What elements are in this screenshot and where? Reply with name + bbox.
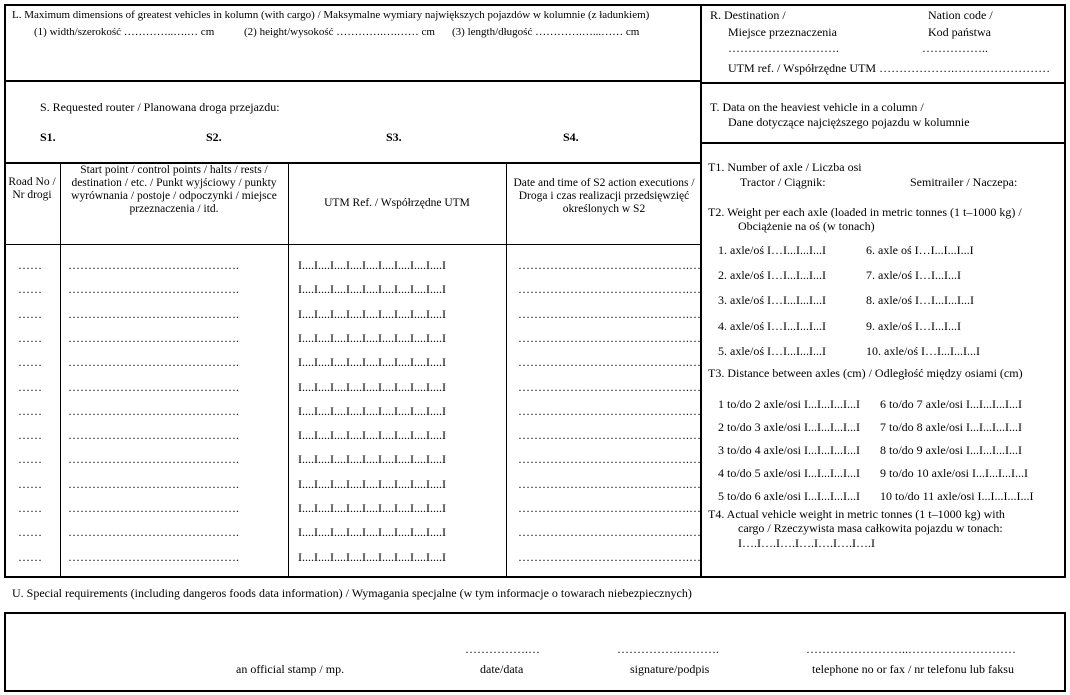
axle-distance-field[interactable]: 4 to/do 5 axle/osi I...I...I...I...I (718, 466, 860, 480)
utm-coord-field[interactable]: I....I....I....I....I....I....I....I....I....I (298, 501, 446, 515)
route-point-field[interactable]: ……………………………………. (68, 379, 239, 394)
route-point-field[interactable]: ……………………………………. (68, 330, 239, 345)
utm-coord-field[interactable]: I....I....I....I....I....I....I....I....I....I (298, 306, 446, 321)
route-point-field[interactable]: ……………………………………. (68, 355, 239, 370)
header-utm: UTM Ref. / Współrzędne UTM (324, 197, 470, 209)
date-time-field[interactable]: …………………………………….… (518, 306, 701, 321)
nation-code-label-pl: Kod państwa (928, 25, 991, 39)
date-time-field[interactable]: …………………………………….… (518, 403, 701, 418)
route-point-field[interactable]: ……………………………………. (68, 525, 239, 540)
t3-label: T3. Distance between axles (cm) / Odległość między osiami (cm) (708, 366, 1023, 380)
destination-label-pl: Miejsce przeznaczenia (728, 25, 837, 39)
axle-distance-field[interactable]: 10 to/do 11 axle/osi I...I...I...I...I (880, 489, 1034, 503)
tractor-field[interactable]: Tractor / Ciągnik: (740, 175, 826, 189)
utm-coord-field[interactable]: I....I....I....I....I....I....I....I....I....I (298, 282, 446, 297)
s3-code: S3. (386, 130, 402, 144)
road-no-field[interactable]: …… (18, 501, 42, 515)
date-time-field[interactable]: …………………………………….… (518, 549, 701, 564)
utm-coord-field[interactable]: I....I....I....I....I....I....I....I....I....I (298, 476, 446, 491)
road-no-field[interactable]: …… (18, 476, 42, 491)
official-stamp-label: an official stamp / mp. (236, 662, 345, 676)
date-time-field[interactable]: …………………………………….… (518, 355, 701, 370)
utm-coord-field[interactable]: I....I....I....I....I....I....I....I....I....I (298, 258, 446, 272)
route-point-field[interactable]: ……………………………………. (68, 428, 239, 443)
utm-coord-field[interactable]: I....I....I....I....I....I....I....I....I....I (298, 452, 446, 467)
utm-coord-field[interactable]: I....I....I....I....I....I....I....I....I....I (298, 355, 446, 370)
semitrailer-field[interactable]: Semitrailer / Naczepa: (910, 175, 1018, 189)
axle-weight-field[interactable]: 7. axle/oś I…I...I...I (866, 268, 961, 283)
s2-code: S2. (206, 130, 222, 144)
date-time-field[interactable]: …………………………………….… (518, 258, 701, 272)
section-u-title: U. Special requirements (including dangeros foods data information) / Wymagania specjalne (w tym informacje o towarach niebezpiecznych) (12, 586, 692, 600)
route-point-field[interactable]: ……………………………………. (68, 403, 239, 418)
section-t-title: T. Data on the heaviest vehicle in a column / (710, 100, 924, 114)
axle-weight-field[interactable]: 2. axle/oś I…I...I...I...I (718, 268, 826, 283)
road-no-field[interactable]: …… (18, 452, 42, 467)
nation-code-label: Nation code / (928, 8, 993, 22)
axle-distance-field[interactable]: 8 to/do 9 axle/osi I...I...I...I...I (880, 443, 1022, 457)
road-no-field[interactable]: …… (18, 549, 42, 564)
date-time-field[interactable]: …………………………………….… (518, 330, 701, 345)
road-no-field[interactable]: …… (18, 258, 42, 272)
axle-weight-field[interactable]: 5. axle/oś I…I...I...I...I (718, 343, 826, 358)
date-time-field[interactable]: …………………………………….… (518, 452, 701, 467)
route-point-field[interactable]: ……………………………………. (68, 258, 239, 272)
header-road-no: Road No / Nr drogi (8, 176, 56, 201)
date-time-field[interactable]: …………………………………….… (518, 525, 701, 540)
t4-label: T4. Actual vehicle weight in metric tonnes (1 t–1000 kg) with (708, 507, 1005, 521)
road-no-field[interactable]: …… (18, 525, 42, 540)
utm-coord-field[interactable]: I....I....I....I....I....I....I....I....I....I (298, 330, 446, 345)
utm-coord-field[interactable]: I....I....I....I....I....I....I....I....I....I (298, 379, 446, 394)
col-divider-2 (288, 162, 289, 578)
utm-coord-field[interactable]: I....I....I....I....I....I....I....I....I....I (298, 525, 446, 540)
route-point-field[interactable]: ……………………………………. (68, 452, 239, 467)
axle-weight-field[interactable]: 10. axle/oś I…I...I...I...I (866, 343, 980, 358)
road-no-field[interactable]: …… (18, 355, 42, 370)
signature-label: signature/podpis (630, 662, 710, 676)
road-no-field[interactable]: …… (18, 428, 42, 443)
date-label: date/data (480, 662, 524, 676)
s1-code: S1. (40, 130, 56, 144)
t2-label: T2. Weight per each axle (loaded in metric tonnes (1 t–1000 kg) / (708, 205, 1022, 219)
axle-weight-field[interactable]: 4. axle/oś I…I...I...I...I (718, 318, 826, 333)
route-point-field[interactable]: ……………………………………. (68, 549, 239, 564)
route-point-field[interactable]: ……………………………………. (68, 306, 239, 321)
road-no-field[interactable]: …… (18, 379, 42, 394)
date-field[interactable]: …………….… (465, 642, 540, 656)
nation-code-field[interactable]: …………….. (922, 41, 988, 55)
destination-field[interactable]: ………………………. (728, 41, 839, 55)
utm-coord-field[interactable]: I....I....I....I....I....I....I....I....I....I (298, 549, 446, 564)
route-table-header-divider (4, 244, 702, 245)
section-s-title: S. Requested router / Planowana droga przejazdu: (40, 100, 280, 114)
height-field[interactable]: (2) height/wysokość ………….….…… cm (244, 26, 435, 38)
destination-label: R. Destination / (710, 8, 786, 22)
section-t-title-pl: Dane dotyczące najcięższego pojazdu w kolumnie (728, 115, 970, 129)
axle-weight-field[interactable]: 3. axle/oś I…I...I...I...I (718, 293, 826, 308)
road-no-field[interactable]: …… (18, 330, 42, 345)
axle-distance-field[interactable]: 2 to/do 3 axle/osi I...I...I...I...I (718, 420, 860, 434)
axle-weight-field[interactable]: 1. axle/oś I…I...I...I...I (718, 243, 826, 257)
utm-coord-field[interactable]: I....I....I....I....I....I....I....I....I....I (298, 403, 446, 418)
axle-distance-field[interactable]: 3 to/do 4 axle/osi I...I...I...I...I (718, 443, 860, 457)
t2-label-pl: Obciążenie na oś (w tonach) (738, 219, 875, 233)
section-s-box (4, 80, 702, 164)
s4-code: S4. (563, 130, 579, 144)
utm-ref-field[interactable]: UTM ref. / Współrzędne UTM ……………….…………………… (728, 61, 1051, 75)
axle-weight-field[interactable]: 9. axle/oś I…I...I...I (866, 318, 961, 333)
col-divider-3 (506, 162, 507, 578)
date-time-field[interactable]: …………………………………….… (518, 282, 701, 297)
axle-distance-field[interactable]: 1 to/do 2 axle/osi I...I...I...I...I (718, 397, 860, 411)
date-time-field[interactable]: …………………………………….… (518, 476, 701, 491)
utm-coord-field[interactable]: I....I....I....I....I....I....I....I....I....I (298, 428, 446, 443)
width-field[interactable]: (1) width/szerokość …………..….… cm (34, 26, 215, 38)
axle-weight-field[interactable]: 8. axle/oś I…I...I...I...I (866, 293, 974, 308)
road-no-field[interactable]: …… (18, 403, 42, 418)
header-date-time: Date and time of S2 action executions / Droga i czas realizacji przedsięwzięć określonych w S2 (513, 177, 695, 215)
section-l-title: L. Maximum dimensions of greatest vehicles in kolumn (with cargo) / Maksymalne wymiary największych pojazdów w kolumnie (z ładunkiem) (12, 9, 650, 21)
road-no-field[interactable]: …… (18, 306, 42, 321)
axle-distance-field[interactable]: 9 to/do 10 axle/osi I...I...I...I...I (880, 466, 1028, 480)
axle-weight-field[interactable]: 6. axle oś I…I...I...I...I (866, 243, 974, 257)
axle-distance-field[interactable]: 6 to/do 7 axle/osi I...I...I...I...I (880, 397, 1022, 411)
route-point-field[interactable]: ……………………………………. (68, 476, 239, 491)
t1-label: T1. Number of axle / Liczba osi (708, 160, 862, 174)
axle-distance-field[interactable]: 5 to/do 6 axle/osi I...I...I...I...I (718, 489, 860, 503)
length-field[interactable]: (3) length/długość ………….…...…… cm (452, 26, 640, 38)
telephone-label: telephone no or fax / nr telefonu lub faksu (812, 662, 1014, 676)
col-divider-1 (60, 162, 61, 578)
date-time-field[interactable]: …………………………………….… (518, 501, 701, 515)
axle-distance-field[interactable]: 7 to/do 8 axle/osi I...I...I...I...I (880, 420, 1022, 434)
t4-weight-field[interactable]: I….I….I….I….I….I….I….I (738, 536, 875, 550)
route-point-field[interactable]: ……………………………………. (68, 501, 239, 515)
date-time-field[interactable]: …………………………………….… (518, 379, 701, 394)
header-points: Start point / control points / halts / rests / destination / etc. / Punkt wyjściowy / punkty wyrównania / postoje / odpoczynki / miejsce przeznaczenia / itd. (71, 164, 277, 215)
telephone-field[interactable]: ……………………..……………………… (806, 642, 1016, 656)
road-no-field[interactable]: …… (18, 282, 42, 297)
signature-field[interactable]: …………….………. (617, 642, 719, 656)
route-point-field[interactable]: ……………………………………. (68, 282, 239, 297)
t4-label-2: cargo / Rzeczywista masa całkowita pojazdu w tonach: (738, 521, 1003, 535)
date-time-field[interactable]: …………………………………….… (518, 428, 701, 443)
